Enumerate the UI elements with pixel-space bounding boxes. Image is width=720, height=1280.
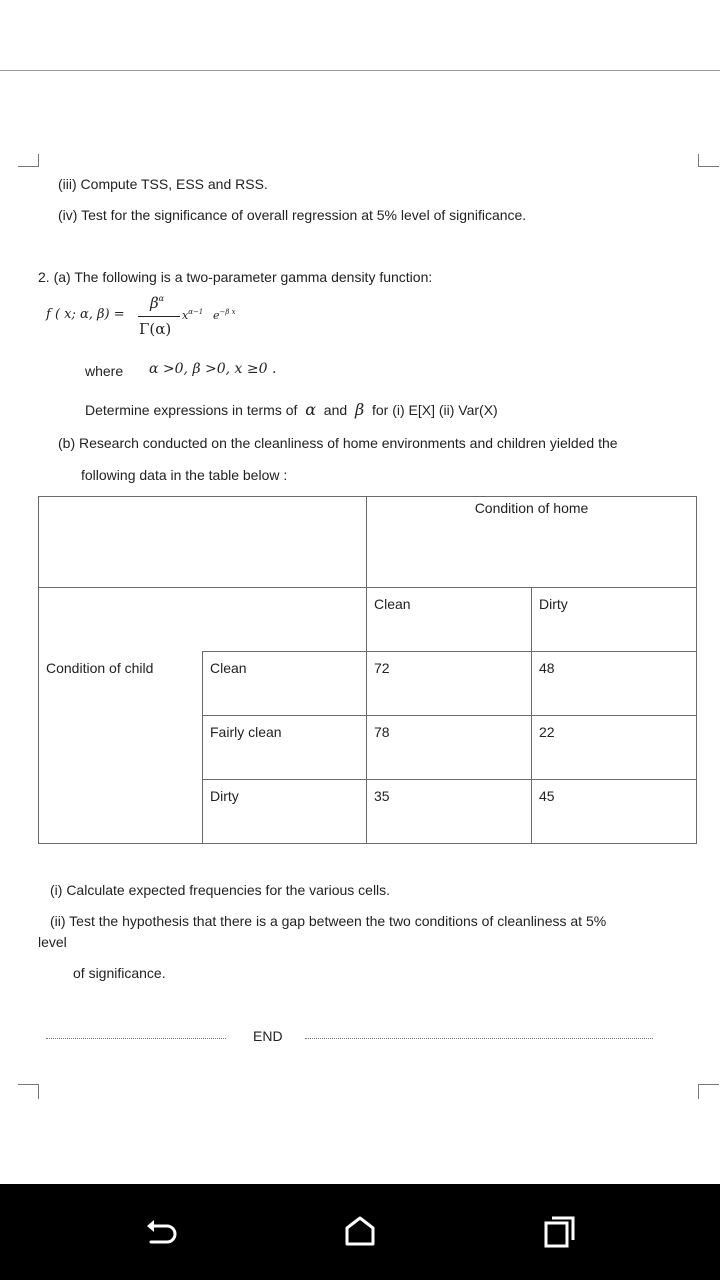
recents-icon[interactable] bbox=[530, 1184, 590, 1280]
empty-cell bbox=[39, 588, 367, 652]
sub-question-ii-line3: of significance. bbox=[73, 965, 166, 981]
formula-numerator: $\beta^\alpha$ bbox=[150, 294, 165, 312]
top-divider bbox=[0, 70, 720, 71]
sub-question-ii-line2: level bbox=[38, 934, 67, 950]
col-header-clean: Clean bbox=[367, 588, 532, 652]
crop-mark-bottom-right bbox=[698, 1084, 719, 1099]
q2-part-a-intro: 2. (a) The following is a two-parameter gamma density function: bbox=[38, 269, 433, 285]
cleanliness-table bbox=[38, 496, 697, 844]
formula-e-term: $e^{-\beta x}$ bbox=[213, 308, 236, 322]
formula-lhs: f ( x; α, β) = bbox=[46, 307, 125, 322]
condition-of-home-header: Condition of home bbox=[367, 497, 697, 588]
part-b-line1: (b) Research conducted on the cleanliness of home environments and children yielded the bbox=[58, 435, 618, 451]
home-icon[interactable] bbox=[330, 1184, 390, 1280]
navigation-bar bbox=[0, 1184, 720, 1280]
end-dotted-line-left bbox=[46, 1038, 226, 1039]
row-group-label: Condition of child bbox=[39, 652, 203, 844]
part-b-line2: following data in the table below : bbox=[81, 467, 288, 483]
crop-mark-bottom-left bbox=[18, 1084, 39, 1099]
fraction-bar bbox=[138, 316, 180, 317]
where-label: where bbox=[85, 363, 124, 379]
determine-line: Determine expressions in terms of α and β for (i) E[X] (ii) Var(X) bbox=[85, 400, 498, 419]
end-dotted-line-right bbox=[305, 1038, 653, 1039]
conditions: α >0, β >0, x ≥0 . bbox=[149, 361, 277, 377]
sub-question-ii-line1: (ii) Test the hypothesis that there is a gap between the two conditions of cleanliness at 5% bbox=[50, 913, 607, 929]
cell-clean: 78 bbox=[367, 716, 532, 780]
end-label: END bbox=[253, 1028, 283, 1044]
row-label: Fairly clean bbox=[203, 716, 367, 780]
row-label: Clean bbox=[203, 652, 367, 716]
cell-dirty: 48 bbox=[532, 652, 697, 716]
cell-clean: 72 bbox=[367, 652, 532, 716]
q1-part-iii: (iii) Compute TSS, ESS and RSS. bbox=[58, 176, 268, 192]
cell-dirty: 22 bbox=[532, 716, 697, 780]
col-header-dirty: Dirty bbox=[532, 588, 697, 652]
row-label: Dirty bbox=[203, 780, 367, 844]
sub-question-i: (i) Calculate expected frequencies for the various cells. bbox=[50, 882, 391, 898]
back-icon[interactable] bbox=[130, 1184, 190, 1280]
table-header-row bbox=[39, 497, 697, 588]
empty-header-cell bbox=[39, 497, 367, 588]
formula-x-term: $x^{\alpha-1}$ bbox=[182, 308, 204, 322]
table-row bbox=[39, 652, 697, 716]
cell-clean: 35 bbox=[367, 780, 532, 844]
crop-mark-top-right bbox=[698, 154, 719, 167]
table-column-header-row bbox=[39, 588, 697, 652]
crop-mark-top-left bbox=[18, 154, 39, 167]
q1-part-iv: (iv) Test for the significance of overall regression at 5% level of significance. bbox=[58, 207, 527, 223]
cell-dirty: 45 bbox=[532, 780, 697, 844]
formula-denominator: Γ(α) bbox=[139, 320, 172, 338]
